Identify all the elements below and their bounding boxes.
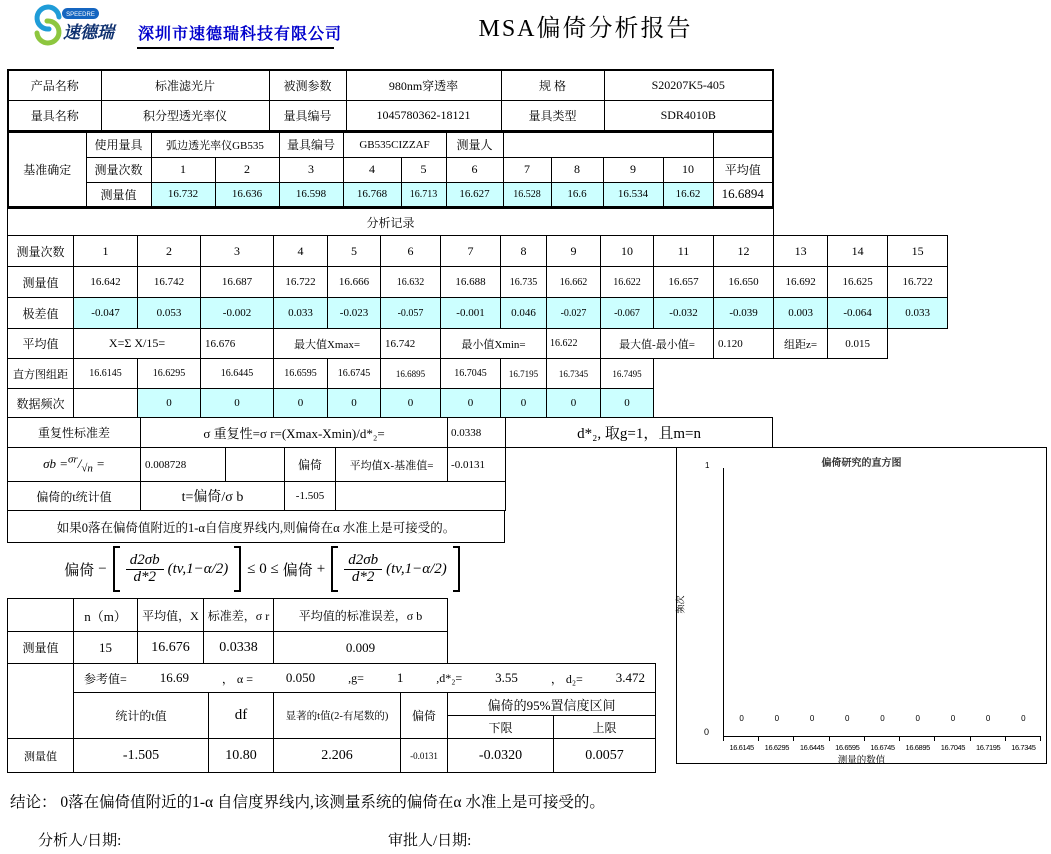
acceptance-note: 如果0落在偏倚值附近的1-α自信度界线内,则偏倚在α 水准上是可接受的。	[7, 510, 505, 543]
lower-value: -0.0320	[448, 739, 554, 773]
upper-value: 0.0057	[554, 739, 656, 773]
x-cat: 16.6745	[870, 743, 895, 752]
x-axis-label: 测量的数值	[837, 755, 886, 766]
operator-value	[503, 132, 713, 157]
range-value: -0.032	[654, 298, 714, 329]
repeatability-value: 0.0338	[448, 418, 506, 448]
plus-op: +	[316, 560, 326, 577]
right-bracket	[453, 546, 460, 592]
hist-bound: 16.6595	[274, 359, 328, 389]
logo-text: 速德瑞	[63, 23, 114, 42]
t-value: -1.505	[74, 739, 209, 773]
page-title: MSA偏倚分析报告	[478, 16, 693, 42]
trial-no: 5	[328, 236, 381, 267]
trial-no: 2	[138, 236, 201, 267]
spec-label: 规 格	[501, 70, 604, 100]
mean-header: 平均值，X	[138, 599, 204, 632]
y-tick-1: 1	[705, 461, 710, 470]
empty-cell	[8, 599, 74, 632]
t-arg: (tv,1−α/2)	[167, 560, 229, 577]
measured-value: 16.657	[654, 267, 714, 298]
analyst-signature-label: 分析人/日期:	[38, 833, 122, 849]
mean-formula: X=Σ X/15=	[74, 329, 201, 359]
measured-value: 16.632	[381, 267, 441, 298]
measured-value: 16.688	[441, 267, 501, 298]
empty-cell	[8, 664, 74, 739]
trial-no: 6	[446, 157, 503, 182]
t-header-row	[8, 693, 656, 716]
bias-label: 偏倚	[285, 448, 336, 482]
left-bracket	[331, 546, 338, 592]
min-value: 16.622	[547, 329, 601, 359]
range-value: 0.046	[501, 298, 547, 329]
lower-header: 下限	[448, 716, 554, 739]
range-value: 0.033	[888, 298, 948, 329]
baseline-value: 16.768	[343, 182, 401, 207]
t-arg: (tv,1−α/2)	[386, 560, 447, 577]
used-gauge-value: 弧边透光率仪GB535	[151, 132, 279, 157]
parameter-label: 被测参数	[269, 70, 346, 100]
middle-ineq: ≤ 0 ≤	[247, 560, 279, 577]
t-stat-label: 偏倚的t统计值	[8, 482, 141, 511]
max-formula: 最大值Xmax=	[274, 329, 381, 359]
baseline-values-row	[8, 182, 773, 207]
freq-label: 数据频次	[8, 389, 74, 418]
t-stat-row	[8, 482, 773, 511]
info-row-gauge	[8, 100, 773, 131]
measured-value: 16.722	[274, 267, 328, 298]
measured-value: 16.622	[601, 267, 654, 298]
sig-t-value: 2.206	[274, 739, 401, 773]
y-axis-label: 频次	[675, 595, 686, 614]
baseline-value: 16.528	[503, 182, 551, 207]
spec-value: S20207K5-405	[604, 70, 773, 100]
baseline-section-label: 基准确定	[8, 132, 86, 207]
values-label: 测量值	[8, 267, 74, 298]
blank-area	[888, 329, 948, 359]
reference-row	[8, 664, 656, 693]
freq-value: 0	[201, 389, 274, 418]
range-value: -0.064	[828, 298, 888, 329]
used-gauge-label: 使用量具	[86, 132, 151, 157]
trial-no: 9	[547, 236, 601, 267]
range-value: -0.047	[74, 298, 138, 329]
trial-no: 4	[274, 236, 328, 267]
hist-bound: 16.7495	[601, 359, 654, 389]
analysis-range-row	[8, 298, 948, 329]
row-label: 测量值	[8, 632, 74, 664]
right-bracket	[234, 546, 241, 592]
analysis-mean-row	[8, 329, 948, 359]
n-header: n（m）	[74, 599, 138, 632]
step-formula: 组距z=	[774, 329, 828, 359]
hist-label: 直方图组距	[8, 359, 74, 389]
sig-t-header: 显著的t值(2-有尾数的)	[274, 693, 401, 739]
trial-no: 2	[215, 157, 279, 182]
empty-cell	[336, 482, 506, 511]
bias-value: -0.0131	[401, 739, 448, 773]
range-value: -0.067	[601, 298, 654, 329]
gauge-name-label: 量具名称	[8, 100, 101, 131]
measured-value: 16.650	[714, 267, 774, 298]
company-underline	[137, 47, 334, 49]
trial-no: 5	[401, 157, 446, 182]
hist-bound: 16.6295	[138, 359, 201, 389]
freq-value: 0	[328, 389, 381, 418]
baseline-value: 16.732	[151, 182, 215, 207]
x-category-labels	[724, 743, 1041, 752]
bar-value: 0	[985, 714, 991, 723]
baseline-table	[7, 131, 774, 208]
company-name: 深圳市速德瑞科技有限公司	[138, 26, 343, 43]
trial-no: 12	[714, 236, 774, 267]
sigma-b-formula: $\sigma b =^{\sigma r}/_{√n}$ =	[8, 448, 141, 482]
step-value: 0.015	[828, 329, 888, 359]
se-value: 0.009	[274, 632, 448, 664]
g-value: 1	[396, 670, 404, 685]
measured-value: 16.742	[138, 267, 201, 298]
parameter-value: 980nm穿透率	[346, 70, 501, 100]
repeatability-formula: σ 重复性=σ r=(Xmax-Xmin)/d*₂=	[141, 418, 448, 448]
trial-no: 7	[503, 157, 551, 182]
sigma-b-row	[8, 448, 773, 482]
t-stat-value: -1.505	[285, 482, 336, 511]
df-value: 10.80	[209, 739, 274, 773]
hist-bound: 16.6895	[381, 359, 441, 389]
baseline-empty-cell	[713, 132, 773, 157]
bar-value: 0	[739, 714, 744, 723]
ref-value: 16.69	[159, 670, 189, 685]
freq-value: 0	[441, 389, 501, 418]
measured-value: 16.642	[74, 267, 138, 298]
x-cat: 16.6445	[799, 743, 825, 752]
measured-value: 16.722	[888, 267, 948, 298]
empty-cell	[226, 448, 285, 482]
x-cat: 16.7345	[1011, 743, 1036, 752]
trials-label: 测量次数	[86, 157, 151, 182]
ci-header: 偏倚的95%置信度区间	[448, 693, 656, 716]
range-value: -0.023	[328, 298, 381, 329]
gauge-no-label: 量具编号	[269, 100, 346, 131]
bar-value: 0	[950, 714, 956, 723]
trial-no: 8	[551, 157, 603, 182]
blank-area	[654, 359, 948, 389]
repeatability-label: 重复性标准差	[8, 418, 141, 448]
baseline-value: 16.636	[215, 182, 279, 207]
measured-value: 16.735	[501, 267, 547, 298]
bias-histogram-chart	[676, 447, 1047, 764]
hist-bound: 16.6145	[74, 359, 138, 389]
x-cat: 16.6145	[729, 743, 754, 752]
info-row-product	[8, 70, 773, 100]
y-axis-line	[723, 468, 724, 737]
span-value: 0.120	[714, 329, 774, 359]
row-label: 测量值	[8, 739, 74, 773]
hist-bound: 16.6745	[328, 359, 381, 389]
bar-value: 0	[774, 714, 780, 723]
bias-term: 偏倚	[64, 562, 95, 579]
trial-no: 14	[828, 236, 888, 267]
conclusion-text: 结论： 0落在偏倚值附近的1-α 自信度界线内,该测量系统的偏倚在α 水准上是可接受的。	[10, 794, 605, 811]
alpha-label: ， α =	[221, 671, 253, 686]
gauge-type-label: 量具类型	[501, 100, 604, 131]
baseline-value: 16.6	[551, 182, 603, 207]
hist-bound: 16.6445	[201, 359, 274, 389]
sd-value: 0.0338	[204, 632, 274, 664]
minus-op: −	[98, 560, 107, 577]
dstar2-label: ,d*₂=	[436, 670, 463, 685]
d2-label: ， d₂=	[550, 671, 583, 686]
gauge-type-value: SDR4010B	[604, 100, 773, 131]
trial-no: 1	[151, 157, 215, 182]
blank-area	[654, 389, 948, 418]
bias-bound-formula	[28, 546, 498, 592]
x-cat: 16.6295	[764, 743, 789, 752]
range-value: 0.033	[274, 298, 328, 329]
range-value: -0.057	[381, 298, 441, 329]
trial-no: 15	[888, 236, 948, 267]
avg-label: 平均值	[713, 157, 773, 182]
y-tick-0: 0	[704, 727, 710, 737]
analysis-hist-row	[8, 359, 948, 389]
product-name-value: 标准滤光片	[101, 70, 269, 100]
freq-value: 0	[601, 389, 654, 418]
x-cat: 16.6895	[905, 743, 930, 752]
x-cat: 16.7195	[975, 743, 1001, 752]
baseline-value: 16.598	[279, 182, 343, 207]
reference-values	[74, 664, 656, 693]
sigma-b-value: 0.008728	[141, 448, 226, 482]
upper-header: 上限	[554, 716, 656, 739]
t-stat-formula: t=偏倚/σ b	[141, 482, 285, 511]
se-header: 平均值的标准误差，σ b	[274, 599, 448, 632]
dstar-note: d*₂, 取g=1，且m=n	[506, 418, 773, 448]
df-header: df	[209, 693, 274, 739]
x-cat: 16.6595	[835, 743, 860, 752]
x-cat: 16.7045	[940, 743, 966, 752]
analysis-table	[7, 208, 948, 418]
bar-value: 0	[809, 714, 815, 723]
fraction: $\frac{d2\sigma b}{d*2}$	[126, 553, 164, 586]
trial-no: 10	[663, 157, 713, 182]
baseline-average: 16.6894	[713, 182, 773, 207]
ref-label: 参考值=	[84, 671, 127, 686]
range-value: -0.002	[201, 298, 274, 329]
trial-no: 13	[774, 236, 828, 267]
repeatability-row	[8, 418, 773, 448]
summary-values-row	[8, 632, 448, 664]
mean-value: 16.676	[138, 632, 204, 664]
bias-term: 偏倚	[282, 562, 313, 579]
t-header: 统计的t值	[74, 693, 209, 739]
left-bracket	[113, 546, 120, 592]
hist-bound: 16.7045	[441, 359, 501, 389]
alpha-value: 0.050	[285, 670, 316, 685]
dstar2-value: 3.55	[495, 670, 518, 685]
analysis-title-row	[8, 209, 948, 236]
baseline-trials-row	[8, 157, 773, 182]
trial-no: 6	[381, 236, 441, 267]
analysis-title: 分析记录	[8, 209, 774, 236]
bar-value: 0	[880, 714, 885, 723]
bar-value-labels	[724, 714, 1041, 723]
range-value: -0.001	[441, 298, 501, 329]
range-value: 0.003	[774, 298, 828, 329]
trial-no: 8	[501, 236, 547, 267]
bias-value: -0.0131	[448, 448, 506, 482]
trial-no: 1	[74, 236, 138, 267]
max-value: 16.742	[381, 329, 441, 359]
hist-bound: 16.7195	[501, 359, 547, 389]
trial-no: 3	[201, 236, 274, 267]
range-value: 0.053	[138, 298, 201, 329]
baseline-value: 16.534	[603, 182, 663, 207]
freq-value: 0	[381, 389, 441, 418]
gauge-no-value: 1045780362-18121	[346, 100, 501, 131]
span-formula: 最大值-最小值=	[601, 329, 714, 359]
fraction: $\frac{d2\sigma b}{d*2}$	[344, 553, 382, 586]
trials-label: 测量次数	[8, 236, 74, 267]
bar-value: 0	[1021, 714, 1026, 723]
range-value: -0.027	[547, 298, 601, 329]
trial-no: 7	[441, 236, 501, 267]
range-value: -0.039	[714, 298, 774, 329]
bar-value: 0	[915, 714, 920, 723]
info-table	[7, 69, 774, 132]
baseline-gauge-no-label: 量具编号	[279, 132, 343, 157]
gauge-name-value: 积分型透光率仪	[101, 100, 269, 131]
trial-no: 11	[654, 236, 714, 267]
min-formula: 最小值Xmin=	[441, 329, 547, 359]
freq-value: 0	[274, 389, 328, 418]
product-name-label: 产品名称	[8, 70, 101, 100]
freq-value: 0	[547, 389, 601, 418]
hist-bound: 16.7345	[547, 359, 601, 389]
baseline-gauge-row	[8, 132, 773, 157]
baseline-value: 16.627	[446, 182, 503, 207]
bias-formula: 平均值X-基准值=	[336, 448, 448, 482]
measured-value: 16.625	[828, 267, 888, 298]
bias-header: 偏倚	[401, 693, 448, 739]
summary-table	[7, 598, 448, 664]
mean-label: 平均值	[8, 329, 74, 359]
measured-value: 16.692	[774, 267, 828, 298]
t-values-row	[8, 739, 656, 773]
freq-empty	[74, 389, 138, 418]
measured-value: 16.662	[547, 267, 601, 298]
bar-value: 0	[845, 714, 850, 723]
chart-title: 偏倚研究的直方图	[821, 458, 902, 469]
mean-value: 16.676	[201, 329, 274, 359]
measured-value: 16.687	[201, 267, 274, 298]
range-label: 极差值	[8, 298, 74, 329]
n-value: 15	[74, 632, 138, 664]
blank-area	[774, 209, 948, 236]
values-label: 测量值	[86, 182, 151, 207]
approver-signature-label: 审批人/日期:	[388, 833, 472, 849]
trial-no: 4	[343, 157, 401, 182]
freq-value: 0	[501, 389, 547, 418]
freq-value: 0	[138, 389, 201, 418]
analysis-freq-row	[8, 389, 948, 418]
sd-header: 标准差，σ r	[204, 599, 274, 632]
summary-header-row	[8, 599, 448, 632]
measured-value: 16.666	[328, 267, 381, 298]
x-axis-ticks	[723, 737, 1041, 741]
d2-value: 3.472	[615, 670, 645, 685]
baseline-value: 16.713	[401, 182, 446, 207]
trial-no: 3	[279, 157, 343, 182]
trial-no: 10	[601, 236, 654, 267]
logo-banner-text: SPEEDRE	[66, 12, 95, 18]
g-label: ,g=	[348, 670, 364, 685]
repeatability-table	[7, 417, 773, 511]
trial-no: 9	[603, 157, 663, 182]
baseline-value: 16.62	[663, 182, 713, 207]
analysis-values-row	[8, 267, 948, 298]
analysis-trials-row	[8, 236, 948, 267]
operator-label: 测量人	[446, 132, 503, 157]
t-test-table	[7, 663, 656, 773]
baseline-gauge-no-value: GB535CIZZAF	[343, 132, 446, 157]
